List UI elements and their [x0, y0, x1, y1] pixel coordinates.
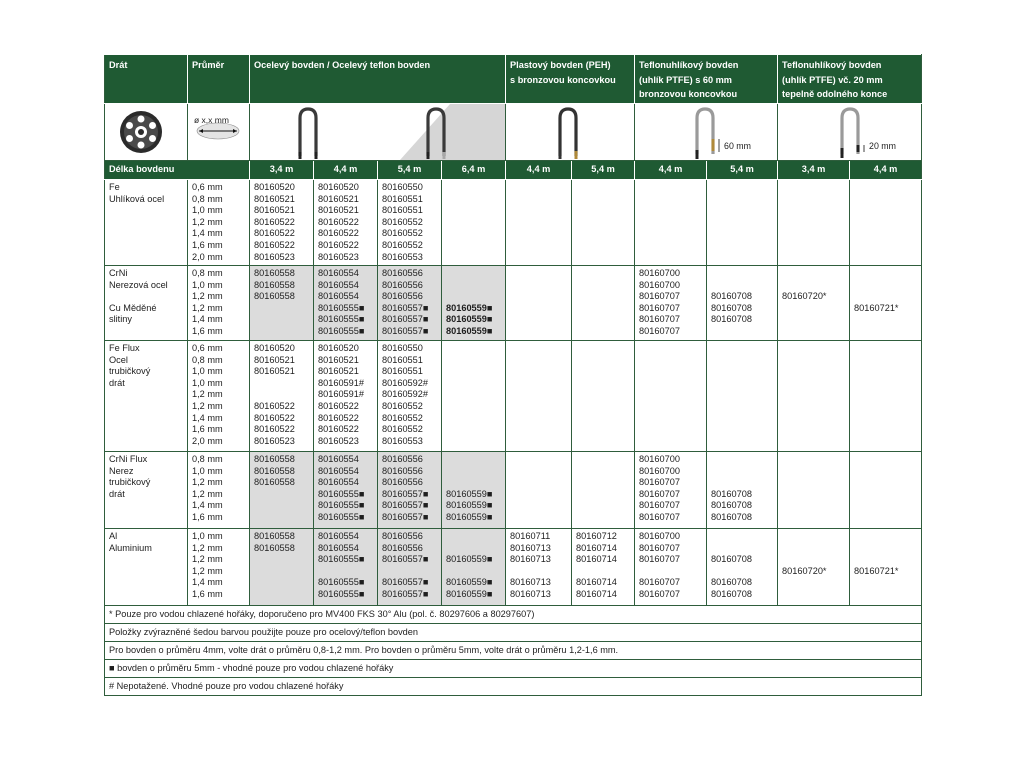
length-cell: 4,4 m: [635, 161, 707, 180]
part-cell: 80160558 80160558 80160558: [250, 452, 314, 529]
length-cell: 5,4 m: [707, 161, 778, 180]
teflon60-liner-icon: [635, 104, 778, 160]
header-row: [105, 55, 922, 104]
part-cell: 80160708 80160708 80160708: [707, 266, 778, 341]
note-row: [105, 660, 922, 678]
length-label: Délka bovdenu: [105, 161, 250, 180]
wire-cell: CrNi Nerezová ocel Cu Měděné slitiny: [105, 266, 188, 341]
teflon20-image-cell: [778, 104, 922, 161]
header-wire: Drát: [105, 55, 188, 104]
part-cell: 80160550 80160551 80160551 80160592# 80160592# 80160552 80160552 80160552 80160553: [378, 341, 442, 452]
dim20-label: 20 mm: [869, 141, 896, 151]
note-row: [105, 678, 922, 696]
part-cell: [506, 452, 572, 529]
part-cell: 80160559■ 80160559■ 80160559■: [442, 529, 506, 606]
length-cell: 3,4 m: [778, 161, 850, 180]
header-teflon20-line-3: tepelně odolného konce: [782, 89, 888, 100]
header-plastic-liner: [506, 55, 635, 104]
steel-liner-icon: [250, 104, 506, 160]
header-diameter: Průměr: [188, 55, 250, 104]
length-cell: 5,4 m: [378, 161, 442, 180]
diameter-cell: 0,8 mm 1,0 mm 1,2 mm 1,2 mm 1,4 mm 1,6 mm: [188, 452, 250, 529]
diameter-diagram-cell: [188, 104, 250, 161]
table-row-crni: [105, 266, 922, 341]
image-row: [105, 104, 922, 161]
plastic-liner-icon: [506, 104, 635, 160]
note-hash-symbol: # Nepotažené. Vhodné pouze pro vodou chlazené hořáky: [105, 678, 922, 696]
steel-liner-image-cell: [250, 104, 506, 161]
part-cell: [778, 452, 850, 529]
part-cell: 80160708 80160708 80160708: [707, 529, 778, 606]
part-cell: 80160720*: [778, 266, 850, 341]
diameter-arrow-icon: [188, 104, 250, 160]
length-cell: 4,4 m: [506, 161, 572, 180]
part-cell: [572, 452, 635, 529]
part-cell: 80160558 80160558 80160558: [250, 266, 314, 341]
wire-cell: Fe Uhlíková ocel: [105, 180, 188, 266]
note-water-cooled: * Pouze pro vodou chlazené hořáky, doporučeno pro MV400 FKS 30° Alu (pol. č. 80297606 a 80297607): [105, 606, 922, 624]
part-cell: 80160520 80160521 80160521 80160522 80160522 80160522 80160523: [314, 180, 378, 266]
header-teflon60-line-1: Teflonuhlíkový bovden: [639, 60, 739, 70]
header-teflon20-line-2: (uhlík PTFE) vč. 20 mm: [782, 74, 883, 85]
part-cell: [572, 266, 635, 341]
part-cell: [635, 341, 707, 452]
header-teflon60-liner: [635, 55, 778, 104]
part-cell: 80160720*: [778, 529, 850, 606]
part-cell: 80160550 80160551 80160551 80160552 80160552 80160552 80160553: [378, 180, 442, 266]
length-cell: 5,4 m: [572, 161, 635, 180]
wire-liner-table: [104, 54, 922, 696]
part-cell: 80160556 80160556 80160557■ 80160557■ 80160557■: [378, 529, 442, 606]
wire-cell: Fe Flux Ocel trubičkový drát: [105, 341, 188, 452]
teflon20-liner-icon: [778, 104, 922, 160]
table-row-crni-flux: [105, 452, 922, 529]
part-cell: 80160700 80160700 80160707 80160707 80160707 80160707: [635, 452, 707, 529]
length-cell: 4,4 m: [314, 161, 378, 180]
wire-spool-cell: [105, 104, 188, 161]
part-cell: [850, 341, 922, 452]
part-cell: [442, 341, 506, 452]
diameter-cell: 1,0 mm 1,2 mm 1,2 mm 1,2 mm 1,4 mm 1,6 mm: [188, 529, 250, 606]
note-row: [105, 642, 922, 660]
table-row-fe: [105, 180, 922, 266]
part-cell: 80160558 80160558: [250, 529, 314, 606]
part-cell: 80160721*: [850, 266, 922, 341]
note-liner-diameter: Pro bovden o průměru 4mm, volte drát o průměru 0,8-1,2 mm. Pro bovden o průměru 5mm, volte drát o průměru 1,2-1,6 mm.: [105, 642, 922, 660]
length-cell: 3,4 m: [250, 161, 314, 180]
part-cell: [572, 341, 635, 452]
part-cell: 80160554 80160554 80160555■ 80160555■ 80160555■: [314, 529, 378, 606]
part-cell: 80160700 80160707 80160707 80160707 80160707: [635, 529, 707, 606]
part-cell: [506, 266, 572, 341]
header-teflon20-liner: [778, 55, 922, 104]
wire-liner-table-container: [104, 54, 921, 696]
part-cell: [572, 180, 635, 266]
part-cell: [850, 452, 922, 529]
table-row-al: [105, 529, 922, 606]
header-teflon60-line-3: bronzovou koncovkou: [639, 89, 738, 100]
dim60-label: 60 mm: [724, 141, 751, 151]
teflon60-image-cell: [635, 104, 778, 161]
part-cell: [850, 180, 922, 266]
header-teflon60-line-2: (uhlík PTFE) s 60 mm: [639, 74, 732, 85]
part-cell: 80160520 80160521 80160521 80160522 80160522 80160522 80160523: [250, 180, 314, 266]
part-cell: [506, 341, 572, 452]
part-cell: 80160554 80160554 80160554 80160555■ 80160555■ 80160555■: [314, 452, 378, 529]
part-cell: [707, 180, 778, 266]
part-cell: 80160520 80160521 80160521 80160522 80160522 80160522 80160523: [250, 341, 314, 452]
part-cell: [778, 341, 850, 452]
length-cell: 4,4 m: [850, 161, 922, 180]
part-cell: 80160708 80160708 80160708: [707, 452, 778, 529]
wire-cell: Al Aluminium: [105, 529, 188, 606]
table-row-fe-flux: [105, 341, 922, 452]
header-plastic-line-1: Plastový bovden (PEH): [510, 60, 611, 70]
part-cell: 80160554 80160554 80160554 80160555■ 80160555■ 80160555■: [314, 266, 378, 341]
diameter-cell: 0,6 mm 0,8 mm 1,0 mm 1,0 mm 1,2 mm 1,2 mm 1,4 mm 1,6 mm 2,0 mm: [188, 341, 250, 452]
part-cell: [442, 180, 506, 266]
note-gray-items: Položky zvýrazněné šedou barvou použijte pouze pro ocelový/teflon bovden: [105, 624, 922, 642]
part-cell: [778, 180, 850, 266]
diameter-cell: 0,8 mm 1,0 mm 1,2 mm 1,2 mm 1,4 mm 1,6 mm: [188, 266, 250, 341]
plastic-liner-image-cell: [506, 104, 635, 161]
part-cell: 80160556 80160556 80160556 80160557■ 80160557■ 80160557■: [378, 452, 442, 529]
header-plastic-line-2: s bronzovou koncovkou: [510, 74, 616, 85]
header-steel-liner: Ocelevý bovden / Ocelevý teflon bovden: [250, 55, 506, 104]
part-cell: 80160700 80160700 80160707 80160707 80160707 80160707: [635, 266, 707, 341]
part-cell: [506, 180, 572, 266]
part-cell: 80160556 80160556 80160556 80160557■ 80160557■ 80160557■: [378, 266, 442, 341]
diameter-label: ø x,x mm: [194, 115, 229, 125]
part-cell: 80160559■ 80160559■ 80160559■: [442, 452, 506, 529]
diameter-cell: 0,6 mm 0,8 mm 1,0 mm 1,2 mm 1,4 mm 1,6 mm 2,0 mm: [188, 180, 250, 266]
wire-spool-icon: [105, 104, 187, 160]
wire-cell: CrNi Flux Nerez trubičkový drát: [105, 452, 188, 529]
part-cell: [635, 180, 707, 266]
part-cell: 80160711 80160713 80160713 80160713 80160713: [506, 529, 572, 606]
note-row: [105, 606, 922, 624]
part-cell: 80160721*: [850, 529, 922, 606]
part-cell: 80160712 80160714 80160714 80160714 80160714: [572, 529, 635, 606]
note-square-symbol: ■ bovden o průměru 5mm - vhodné pouze pro vodou chlazené hořáky: [105, 660, 922, 678]
header-teflon20-line-1: Teflonuhlíkový bovden: [782, 60, 882, 70]
length-cell: 6,4 m: [442, 161, 506, 180]
note-row: [105, 624, 922, 642]
part-cell: [707, 341, 778, 452]
part-cell: 80160520 80160521 80160521 80160591# 80160591# 80160522 80160522 80160522 80160523: [314, 341, 378, 452]
length-row: [105, 161, 922, 180]
part-cell: 80160559■ 80160559■ 80160559■: [442, 266, 506, 341]
